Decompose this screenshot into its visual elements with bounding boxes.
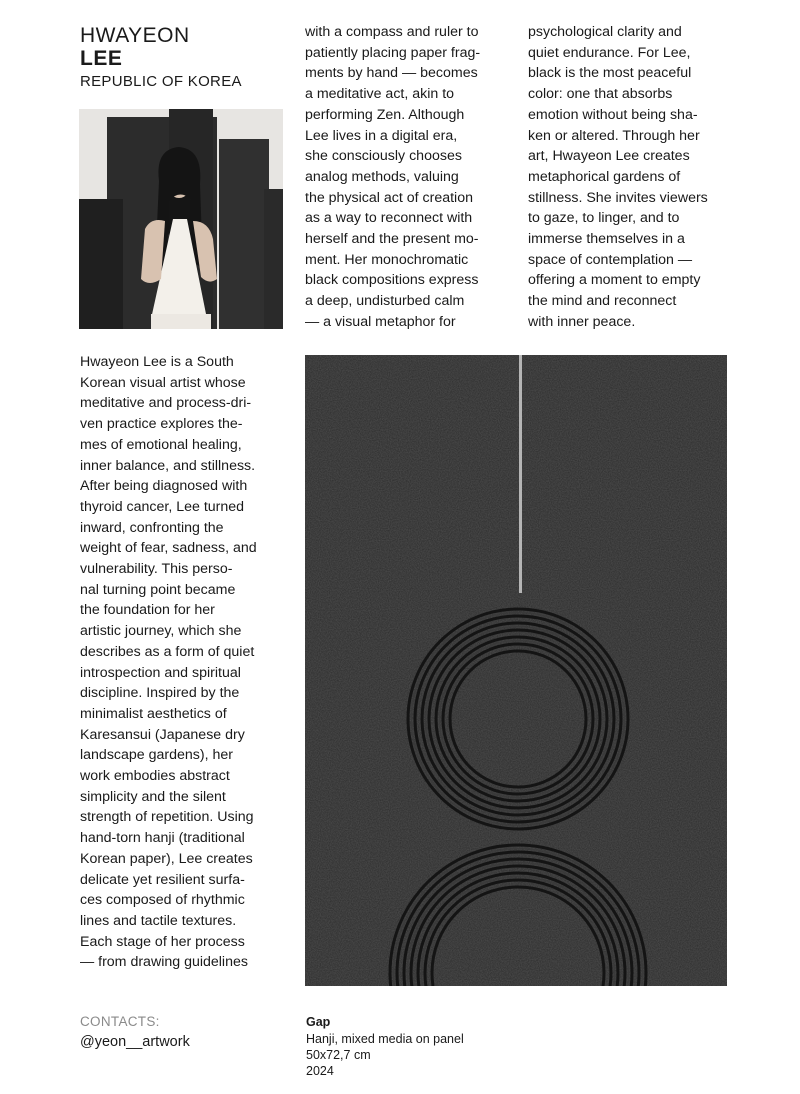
bio-line: After being diagnosed with bbox=[80, 478, 248, 495]
bio-line: a deep, undisturbed calm bbox=[305, 293, 465, 310]
bio-line: with a compass and ruler to bbox=[305, 24, 479, 40]
artist-first-name: HWAYEON bbox=[80, 24, 190, 47]
artwork-year: 2024 bbox=[306, 1064, 334, 1078]
bio-line: metaphorical gardens of bbox=[528, 168, 681, 185]
bio-line: ken or altered. Through her bbox=[528, 127, 700, 144]
bio-line: immerse themselves in a bbox=[528, 231, 685, 248]
contacts-label: CONTACTS: bbox=[80, 1014, 160, 1029]
bio-line: ment. Her monochromatic bbox=[305, 251, 469, 268]
bio-line: nal turning point became bbox=[80, 581, 236, 598]
bio-line: ments by hand — becomes bbox=[305, 65, 478, 82]
bio-line: inner balance, and stillness. bbox=[80, 457, 256, 474]
bio-line: delicate yet resilient surfa- bbox=[80, 871, 245, 888]
bio-line: emotion without being sha- bbox=[528, 106, 698, 123]
bio-line: simplicity and the silent bbox=[80, 788, 226, 805]
bio-line: inward, confronting the bbox=[80, 519, 224, 536]
bio-line: quiet endurance. For Lee, bbox=[528, 44, 691, 61]
bio-line: a meditative act, akin to bbox=[305, 86, 455, 103]
artwork-medium: Hanji, mixed media on panel bbox=[306, 1032, 464, 1046]
bio-line: lines and tactile textures. bbox=[80, 912, 237, 929]
bio-line: with inner peace. bbox=[528, 313, 636, 330]
bio-line: ven practice explores the- bbox=[80, 416, 243, 433]
bio-line: analog methods, valuing bbox=[305, 168, 459, 185]
bio-line: hand-torn hanji (traditional bbox=[80, 830, 245, 847]
artwork-image bbox=[305, 355, 727, 986]
bio-line: black is the most peaceful bbox=[528, 65, 692, 82]
bio-line: — a visual metaphor for bbox=[305, 313, 456, 330]
bio-line: Korean visual artist whose bbox=[80, 374, 246, 391]
bio-line: to gaze, to linger, and to bbox=[528, 210, 680, 227]
bio-line: Each stage of her process bbox=[80, 933, 245, 950]
bio-line: patiently placing paper frag- bbox=[305, 44, 481, 61]
bio-column-2 bbox=[305, 22, 515, 333]
bio-line: weight of fear, sadness, and bbox=[80, 540, 257, 557]
bio-line: herself and the present mo- bbox=[305, 231, 479, 248]
bio-column-1 bbox=[80, 352, 285, 973]
bio-line: stillness. She invites viewers bbox=[528, 189, 708, 206]
bio-line: landscape gardens), her bbox=[80, 747, 234, 764]
bio-line: the foundation for her bbox=[80, 602, 215, 619]
bio-line: vulnerability. This perso- bbox=[80, 561, 233, 578]
bio-line: strength of repetition. Using bbox=[80, 809, 254, 826]
bio-line: psychological clarity and bbox=[528, 24, 682, 40]
bio-line: art, Hwayeon Lee creates bbox=[528, 148, 690, 165]
bio-line: Lee lives in a digital era, bbox=[305, 127, 458, 144]
bio-line: performing Zen. Although bbox=[305, 106, 465, 123]
bio-line: minimalist aesthetics of bbox=[80, 705, 227, 722]
bio-line: she consciously chooses bbox=[305, 148, 462, 165]
bio-line: introspection and spiritual bbox=[80, 664, 241, 681]
bio-line: offering a moment to empty bbox=[528, 272, 701, 289]
bio-line: black compositions express bbox=[305, 272, 479, 289]
bio-line: Hwayeon Lee is a South bbox=[80, 354, 234, 370]
bio-line: Karesansui (Japanese dry bbox=[80, 726, 245, 743]
bio-line: work embodies abstract bbox=[80, 768, 230, 785]
bio-column-3 bbox=[528, 22, 738, 333]
artist-portrait bbox=[79, 109, 283, 329]
bio-line: discipline. Inspired by the bbox=[80, 685, 240, 702]
artist-country: REPUBLIC OF KOREA bbox=[80, 73, 242, 90]
bio-line: meditative and process-dri- bbox=[80, 395, 252, 412]
artist-last-name: LEE bbox=[80, 47, 123, 70]
bio-line: the physical act of creation bbox=[305, 189, 473, 206]
bio-line: space of contemplation — bbox=[528, 251, 693, 268]
bio-line: — from drawing guidelines bbox=[80, 954, 248, 971]
bio-line: thyroid cancer, Lee turned bbox=[80, 498, 245, 515]
bio-line: the mind and reconnect bbox=[528, 293, 677, 310]
bio-line: ces composed of rhythmic bbox=[80, 892, 245, 909]
bio-line: describes as a form of quiet bbox=[80, 643, 255, 660]
contacts-handle[interactable]: @yeon__artwork bbox=[80, 1034, 190, 1050]
bio-line: color: one that absorbs bbox=[528, 86, 673, 103]
bio-line: Korean paper), Lee creates bbox=[80, 850, 253, 867]
bio-line: artistic journey, which she bbox=[80, 623, 242, 640]
artwork-size: 50x72,7 cm bbox=[306, 1048, 371, 1062]
bio-line: mes of emotional healing, bbox=[80, 436, 242, 453]
bio-line: as a way to reconnect with bbox=[305, 210, 473, 227]
artwork-title: Gap bbox=[306, 1015, 331, 1029]
